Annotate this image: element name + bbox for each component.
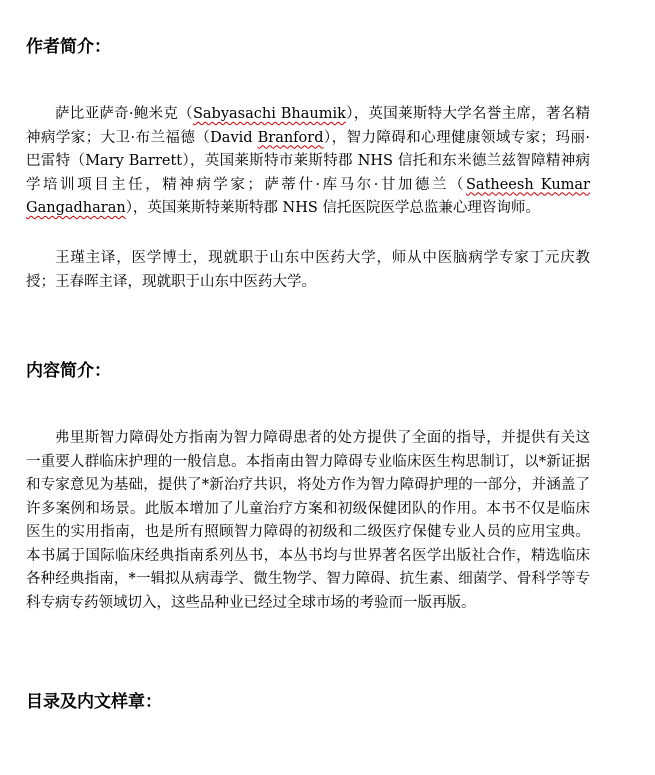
author-text-1: 萨比亚萨奇·鲍米克（ [55, 106, 193, 122]
author-text-3: ），智力障碍和心理健康领域专家；玛丽·巴雷特（Mary Barrett），英国莱斯特市莱斯特郡 NHS 信托和东米德兰兹智障精神病学培训项目主任，精神病学家；萨蒂什·库马尔·甘加德兰（ [26, 129, 590, 193]
toc-heading: 目录及内文样章： [26, 692, 162, 712]
author-name-gangadharan: Satheesh Kumar Gangadharan [26, 176, 590, 216]
author-intro-paragraph [26, 103, 590, 221]
author-name-branford: Branford [257, 129, 324, 146]
author-text-2: ），英国莱斯特大学名誉主席，著名精神病学家；大卫·布兰福德（David [26, 106, 591, 146]
content-intro-heading: 内容简介： [26, 361, 111, 381]
author-intro-heading: 作者简介： [26, 37, 111, 57]
author-name-bhaumik: Sabyasachi Bhaumik [192, 106, 346, 122]
content-intro-paragraph: 弗里斯智力障碍处方指南为智力障碍患者的处方提供了全面的指导，并提供有关这一重要人群临床护理的一般信息。本指南由智力障碍专业临床医生构思制订，以*新证据和专家意见为基础，提供了*新治疗共识，将处方作为智力障碍护理的一部分，并涵盖了许多案例和场景。此版本增加了儿童治疗方案和初级保健团队的作用。本书不仅是临床医生的实用指南，也是所有照顾智力障碍的初级和二级医疗保健专业人员的应用宝典。本书属于国际临床经典指南系列丛书，本丛书均与世界著名医学出版社合作，精选临床各种经典指南，*一辑拟从病毒学、微生物学、智力障碍、抗生素、细菌学、骨科学等专科专病专药领域切入，这些品种业已经过全球市场的考验而一版再版。 [26, 430, 590, 611]
author-text-4: ），英国莱斯特莱斯特郡 NHS 信托医院医学总监兼心理咨询师。 [125, 200, 540, 216]
translator-paragraph: 王瑾主译，医学博士，现就职于山东中医药大学，师从中医脑病学专家丁元庆教授；王春晖主译，现就职于山东中医药大学。 [26, 250, 590, 290]
